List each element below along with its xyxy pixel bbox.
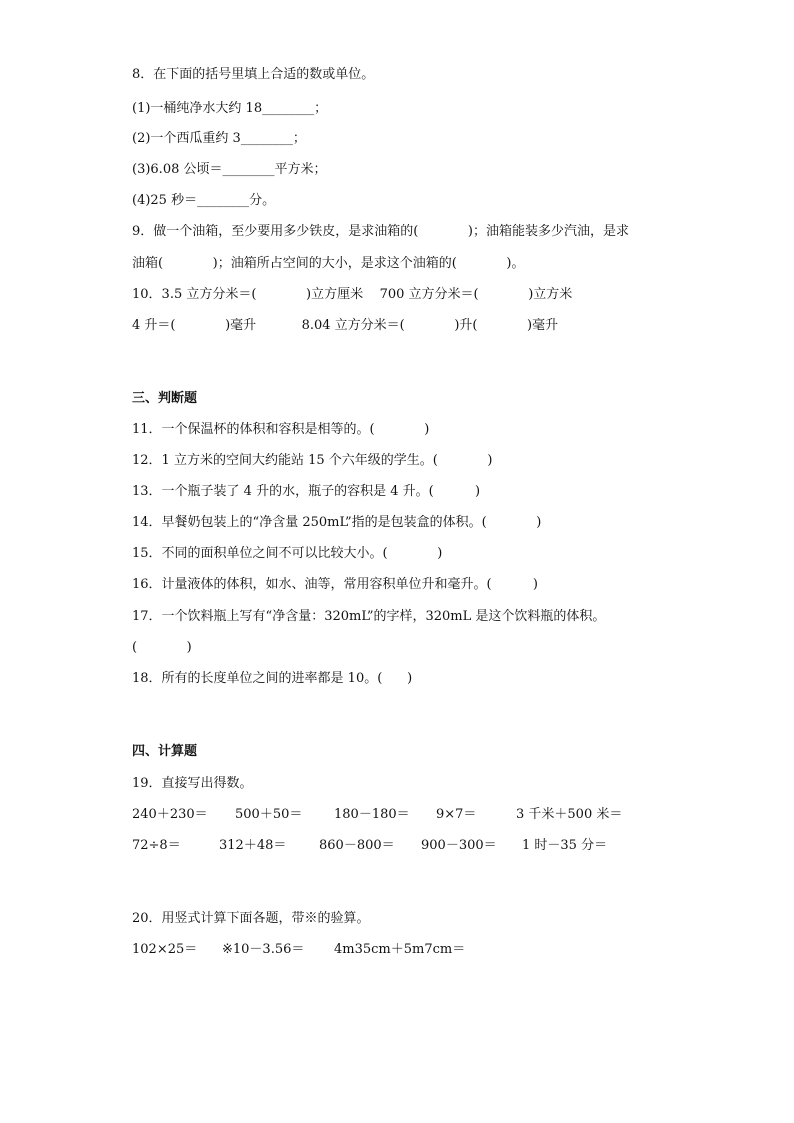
q19-r2-c2: 312＋48＝ — [219, 838, 287, 853]
question-13: 13．一个瓶子装了 4 升的水，瓶子的容积是 4 升。( ) — [132, 484, 481, 499]
question-11: 11．一个保温杯的体积和容积是相等的。( ) — [132, 422, 430, 437]
question-19-stem: 19．直接写出得数。 — [132, 776, 253, 791]
q19-r2-c3: 860－800＝ — [319, 838, 395, 853]
question-8-stem: 8．在下面的括号里填上合适的数或单位。 — [132, 67, 375, 82]
question-8-item-1: (1)一桶纯净水大约 18________； — [132, 101, 328, 116]
question-9-line-1: 9．做一个油箱，至少要用多少铁皮，是求油箱的( )；油箱能装多少汽油，是求 — [132, 224, 630, 239]
question-17-blank: ( ) — [132, 640, 192, 655]
question-17: 17．一个饮料瓶上写有“净含量：320mL”的字样，320mL 是这个饮料瓶的体积。 — [132, 609, 606, 624]
q19-r1-c3: 180－180＝ — [334, 807, 410, 822]
q20-c2: ※10－3.56＝ — [222, 942, 305, 957]
question-15: 15．不同的面积单位之间不可以比较大小。( ) — [132, 546, 443, 561]
question-16: 16．计量液体的体积，如水、油等，常用容积单位升和毫升。( ) — [132, 577, 539, 592]
question-14: 14．早餐奶包装上的“净含量 250mL”指的是包装盒的体积。( ) — [132, 515, 542, 530]
q20-c3: 4m35cm＋5m7cm＝ — [334, 942, 466, 957]
section-calc-title: 四、计算题 — [132, 744, 198, 759]
question-8-item-4: (4)25 秒＝________分。 — [132, 193, 276, 208]
q19-r1-c5: 3 千米＋500 米＝ — [516, 807, 623, 822]
question-9-line-2: 油箱( )；油箱所占空间的大小，是求这个油箱的( )。 — [132, 256, 525, 271]
question-12: 12．1 立方米的空间大约能站 15 个六年级的学生。( ) — [132, 453, 493, 468]
q19-r2-c1: 72÷8＝ — [132, 838, 181, 853]
question-20-stem: 20．用竖式计算下面各题，带※的验算。 — [132, 911, 370, 926]
q19-r2-c4: 900－300＝ — [421, 838, 497, 853]
q19-r2-c5: 1 时－35 分＝ — [522, 838, 608, 853]
q19-r1-c4: 9×7＝ — [436, 807, 477, 822]
question-8-item-3: (3)6.08 公顷＝________平方米； — [132, 162, 327, 177]
section-judge-title: 三、判断题 — [132, 391, 198, 406]
question-10-line-2: 4 升＝( )毫升 8.04 立方分米＝( )升( )毫升 — [132, 318, 559, 333]
q19-r1-c1: 240＋230＝ — [132, 807, 208, 822]
q20-c1: 102×25＝ — [132, 942, 198, 957]
q19-r1-c2: 500＋50＝ — [235, 807, 303, 822]
question-8-item-2: (2)一个西瓜重约 3________； — [132, 131, 306, 146]
question-10-line-1: 10．3.5 立方分米＝( )立方厘米 700 立方分米＝( )立方米 — [132, 287, 573, 302]
question-18: 18．所有的长度单位之间的进率都是 10。( ) — [132, 671, 413, 686]
